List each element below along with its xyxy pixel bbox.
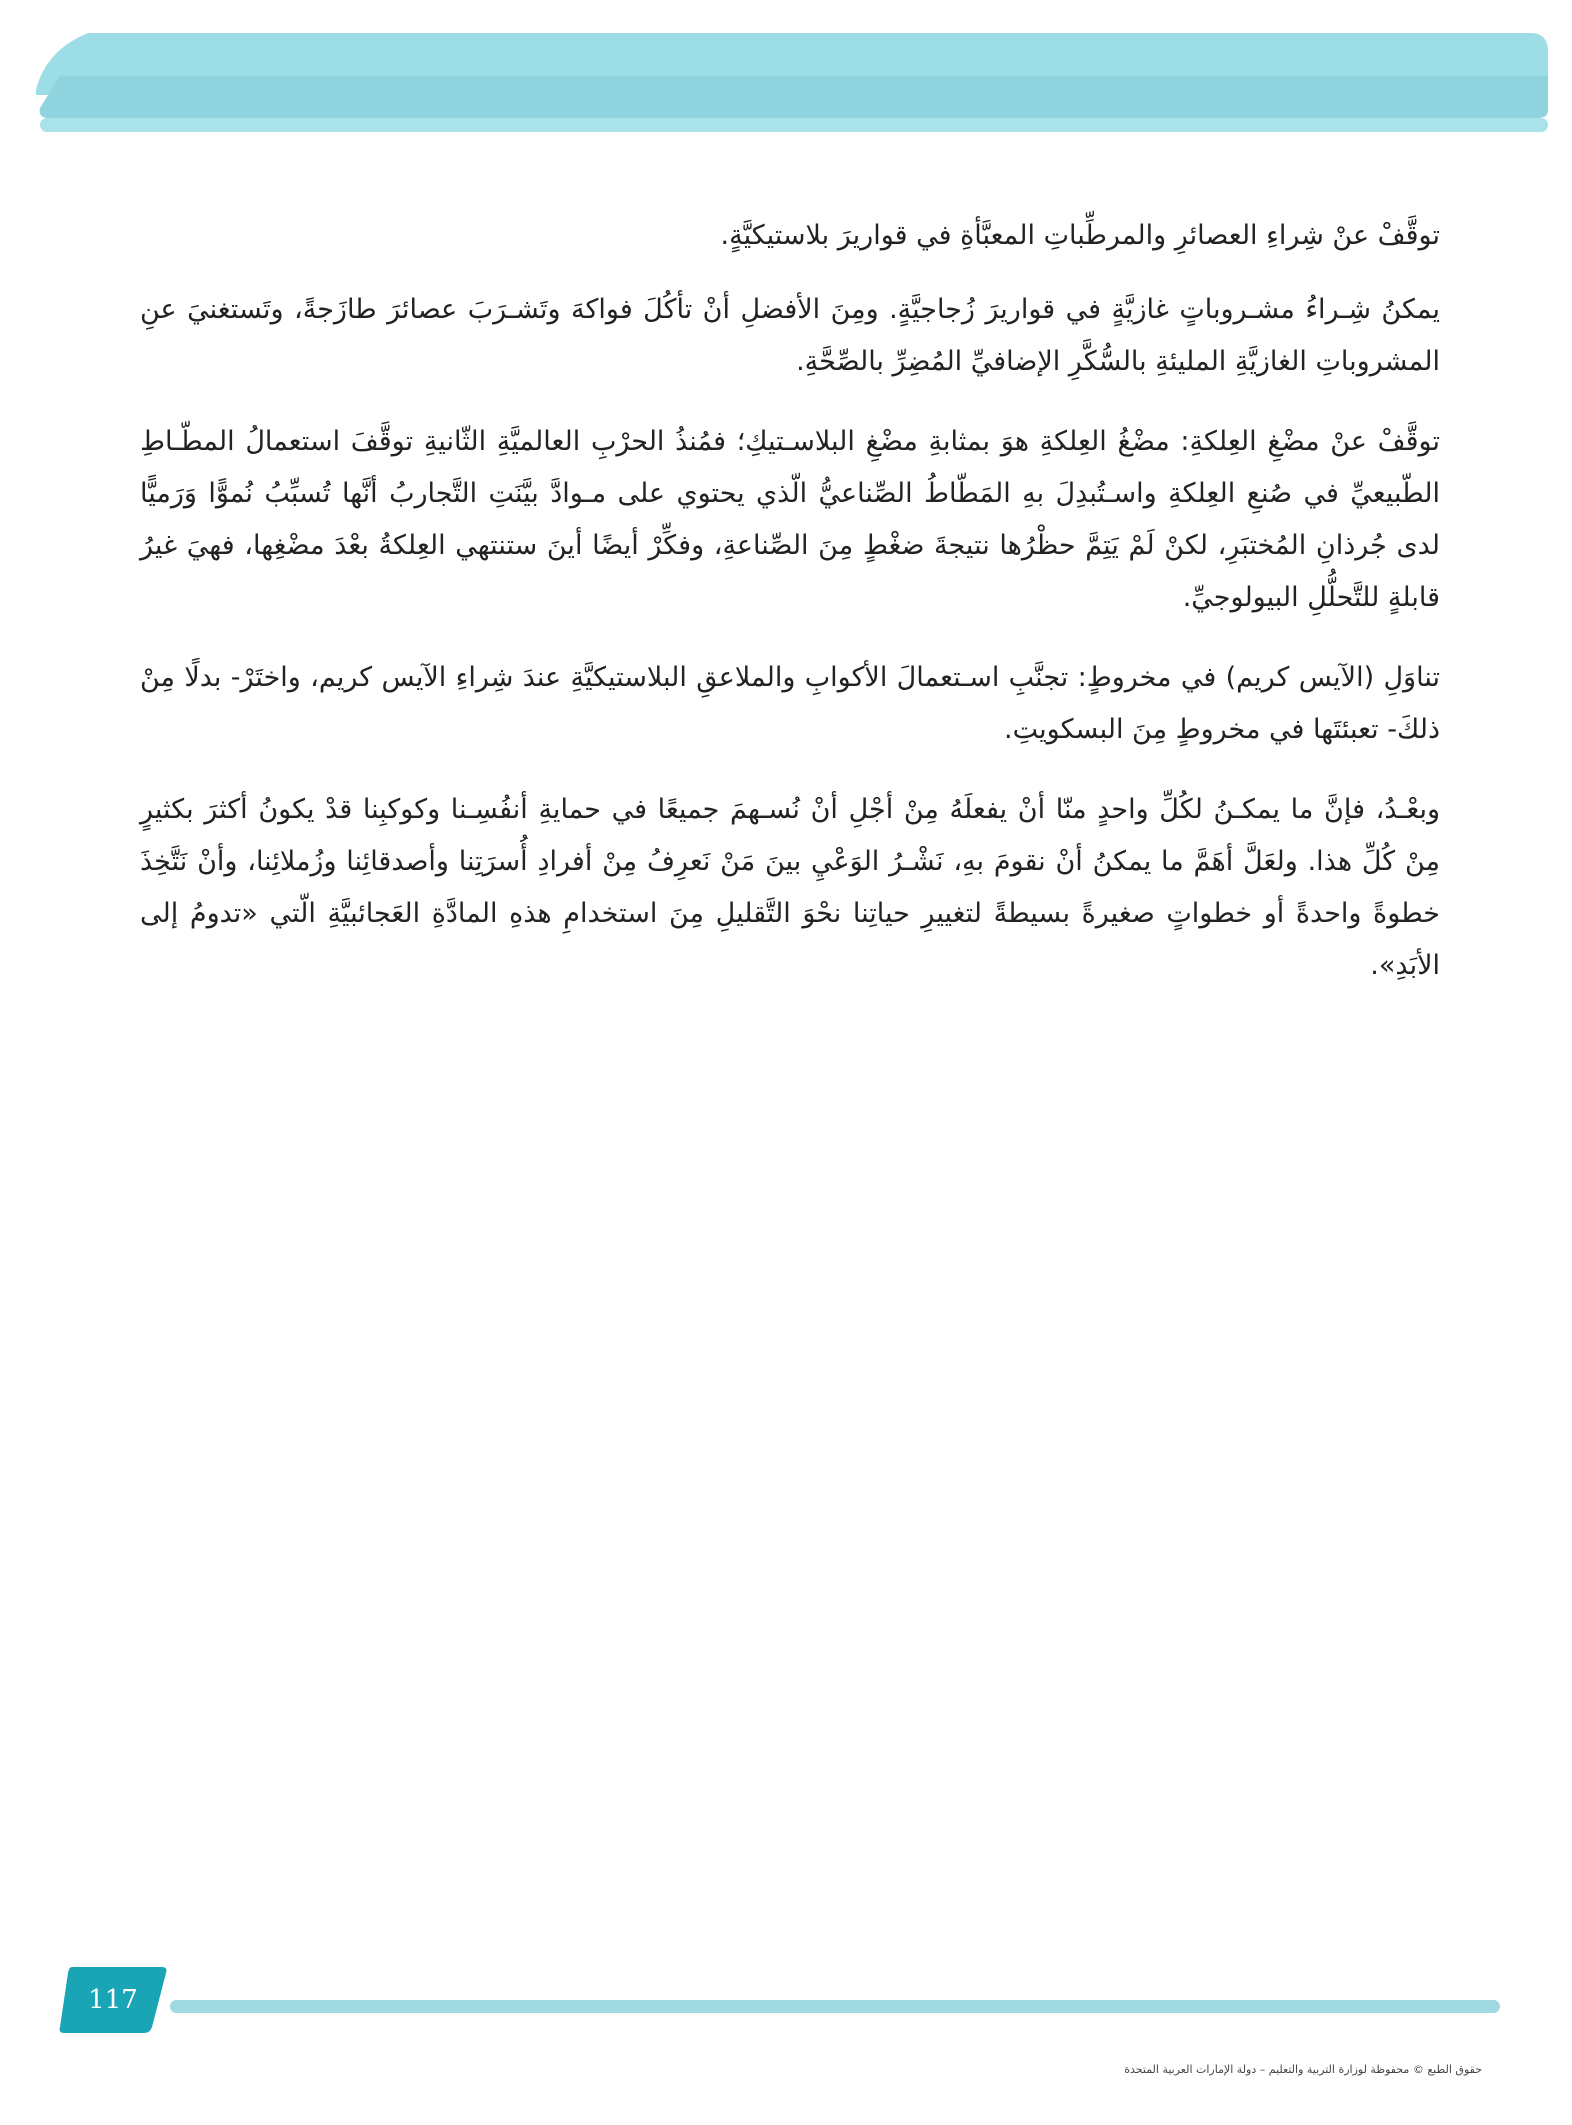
header-band-shadow (40, 118, 1548, 132)
header-banner (0, 0, 1572, 150)
paragraph-conclusion: وبعْـدُ، فإنَّ ما يمكـنُ لكُلِّ واحدٍ منّا أنْ يفعلَهُ مِنْ أجْلِ أنْ نُسـهمَ جميعًا في حمايةِ أنفُسِـنا وكوكبِنا قدْ يكونُ أكثرَ بكثيرٍ مِنْ كُلِّ هذا. ولعَلَّ أهَمَّ ما يمكنُ أنْ نقومَ بهِ، نَشْـرُ الوَعْيِ بينَ مَنْ نَعرِفُ مِنْ أفرادِ أُسرَتِنا وأصدقائِنا وزُملائِنا، وأنْ نَتَّخِذَ خطوةً واحدةً أو خطواتٍ صغيرةً بسيطةً لتغييرِ حياتِنا نحْوَ التَّقليلِ مِنَ استخدامِ هذهِ المادَّةِ العَجائبيَّةِ الّتي «تدومُ إلى الأبَدِ». (140, 794, 1440, 981)
paragraph-ice-cream-cone: تناوَلِ (الآيس كريم) في مخروطٍ: تجنَّبِ اسـتعمالَ الأكوابِ والملاعقِ البلاستيكيَّةِ عندَ شِراءِ الآيس كريم، واختَرْ- بدلًا مِنْ ذلكَ- تعبئتَها في مخروطٍ مِنَ البسكويتِ. (140, 662, 1440, 745)
paragraph-stop-bottled-juices: توقَّفْ عنْ شِراءِ العصائرِ والمرطِّباتِ المعبَّأةِ في قواريرَ بلاستيكيَّةٍ. (720, 220, 1440, 251)
page-number: 117 (88, 1985, 138, 2015)
paragraph-glass-bottles: يمكنُ شِـراءُ مشـروباتٍ غازيَّةٍ في قواريرَ زُجاجيَّةٍ. ومِنَ الأفضلِ أنْ تأكُلَ فواكهَ وتَشـرَبَ عصائرَ طازَجةً، وتَستغنيَ عنِ المشروباتِ الغازيَّةِ المليئةِ بالسُّكَّرِ الإضافيِّ المُضِرِّ بالصِّحَّةِ. (140, 294, 1440, 377)
article-body (140, 210, 1440, 1020)
header-band-dark (40, 76, 1548, 118)
copyright-notice: حقوق الطبع © محفوظة لوزارة التربية والتعليم – دولة الإمارات العربية المتحدة (1124, 2063, 1482, 2076)
footer-divider (170, 2000, 1500, 2013)
paragraph-chewing-gum: توقَّفْ عنْ مضْغِ العِلكةِ: مضْغُ العِلكةِ هوَ بمثابةِ مضْغِ البلاسـتيكِ؛ فمُنذُ الحرْبِ العالميَّةِ الثّانيةِ توقَّفَ استعمالُ المطّـاطِ الطّبيعيِّ في صُنعِ العِلكةِ واسـتُبدِلَ بهِ المَطّاطُ الصِّناعيُّ الّذي يحتوي على مـوادَّ بيَّنَتِ التَّجاربُ أنَّها تُسبِّبُ نُموًّا وَرَميًّا لدى جُرذانِ المُختبَرِ، لكنْ لَمْ يَتِمَّ حظْرُها نتيجةَ ضغْطٍ مِنَ الصِّناعةِ، وفكِّرْ أيضًا أينَ ستنتهي العِلكةُ بعْدَ مضْغِها، فهيَ غيرُ قابلةٍ للتَّحلُّلِ البيولوجيِّ. (140, 426, 1440, 613)
